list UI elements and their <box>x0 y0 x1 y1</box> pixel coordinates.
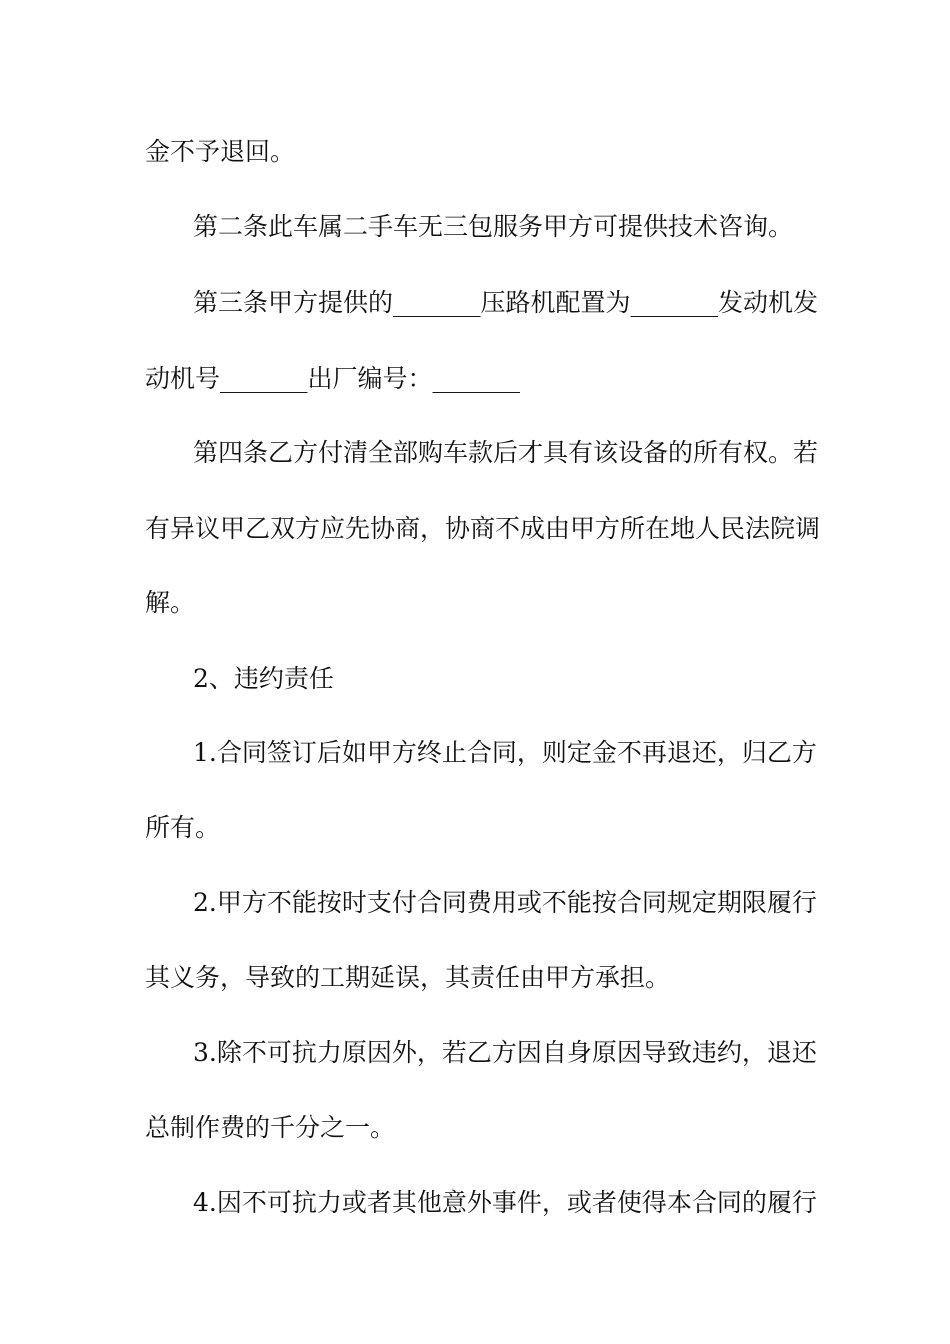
text-line: 3.除不可抗力原因外，若乙方因自身原因导致违约，退还 <box>193 1038 817 1067</box>
text-line: 所有。 <box>145 813 221 842</box>
text-line: 4.因不可抗力或者其他意外事件，或者使得本合同的履行 <box>193 1188 817 1217</box>
text-line: 第三条甲方提供的_______压路机配置为_______发动机发 <box>193 288 819 317</box>
text-line: 2.甲方不能按时支付合同费用或不能按合同规定期限履行 <box>193 888 817 917</box>
text-line: 第二条此车属二手车无三包服务甲方可提供技术咨询。 <box>193 212 794 241</box>
text-line: 1.合同签订后如甲方终止合同，则定金不再退还，归乙方 <box>193 738 817 767</box>
text-line: 解。 <box>145 588 196 617</box>
text-line: 其义务，导致的工期延误，其责任由甲方承担。 <box>145 963 671 992</box>
text-line: 动机号_______出厂编号：_______ <box>145 364 521 393</box>
text-line: 总制作费的千分之一。 <box>145 1113 396 1142</box>
text-line: 第四条乙方付清全部购车款后才具有该设备的所有权。若 <box>193 438 819 467</box>
text-line: 有异议甲乙双方应先协商，协商不成由甲方所在地人民法院调 <box>145 514 821 543</box>
section-heading: 2、违约责任 <box>193 664 334 693</box>
text-line: 金不予退回。 <box>145 137 296 166</box>
